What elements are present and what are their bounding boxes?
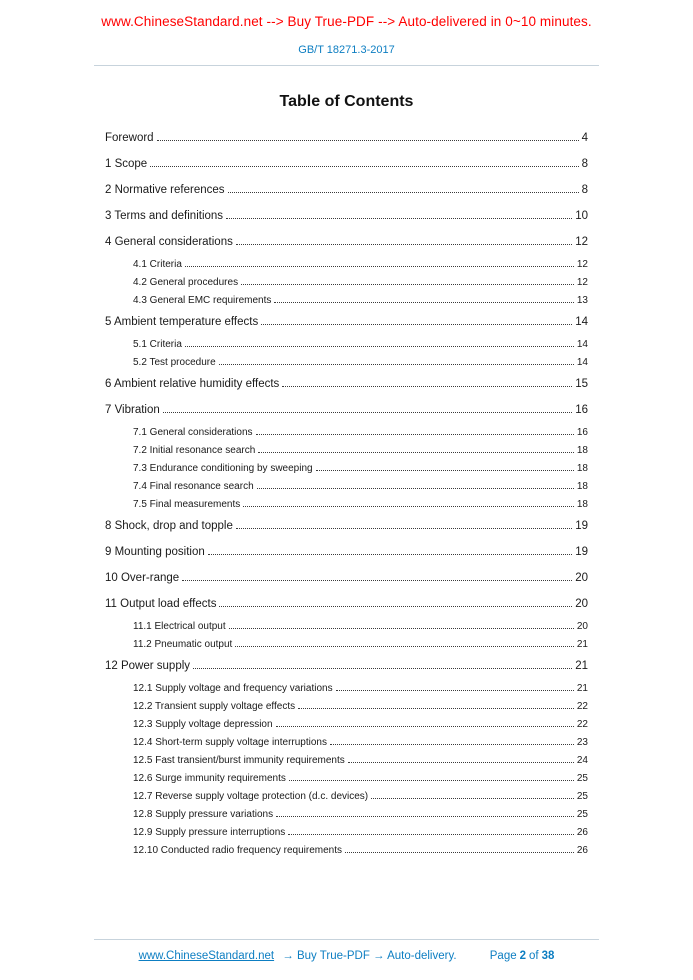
toc-entry-page: 8: [581, 158, 588, 170]
toc-entry-page: 18: [576, 444, 588, 456]
toc-entry-page: 18: [576, 462, 588, 474]
toc-entry-page: 10: [575, 210, 588, 222]
toc-entry-page: 20: [576, 620, 588, 632]
toc-entry: [133, 715, 588, 733]
toc-entry: [105, 565, 588, 591]
dotted-leader: [185, 266, 574, 267]
toc-entry-page: 26: [576, 826, 588, 838]
toc-entry-label: 4.3 General EMC requirements: [133, 294, 272, 306]
toc-entry-label: 12.6 Surge immunity requirements: [133, 772, 286, 784]
dotted-leader: [236, 528, 572, 529]
dotted-leader: [345, 852, 574, 853]
toc-entry-label: 7.2 Initial resonance search: [133, 444, 256, 456]
dotted-leader: [258, 452, 574, 453]
footer-site-link[interactable]: www.ChineseStandard.net: [138, 950, 275, 962]
dotted-leader: [276, 816, 574, 817]
toc-entry-label: 7.3 Endurance conditioning by sweeping: [133, 462, 313, 474]
dotted-leader: [226, 218, 572, 219]
toc-entry-page: 22: [576, 700, 588, 712]
footer-divider: [94, 939, 599, 940]
toc-entry-label: 12.5 Fast transient/burst immunity requirements: [133, 754, 345, 766]
toc-entry-page: 12: [575, 236, 588, 248]
toc-entry: [133, 697, 588, 715]
toc-entry-page: 13: [576, 294, 588, 306]
toc-entry: [105, 539, 588, 565]
toc-entry-label: Foreword: [105, 132, 154, 144]
toc-entry: [105, 177, 588, 203]
toc-entry-label: 11 Output load effects: [105, 598, 217, 610]
toc-entry-label: 12.2 Transient supply voltage effects: [133, 700, 296, 712]
toc-entry-label: 12.4 Short-term supply voltage interruptions: [133, 736, 327, 748]
toc-entry: [105, 397, 588, 423]
dotted-leader: [163, 412, 572, 413]
toc-entry-page: 22: [576, 718, 588, 730]
toc-entry: [105, 151, 588, 177]
toc-entry-label: 12.1 Supply voltage and frequency variations: [133, 682, 333, 694]
dotted-leader: [276, 726, 574, 727]
page-footer: [0, 930, 693, 980]
toc-entry-label: 12.3 Supply voltage depression: [133, 718, 273, 730]
current-page-number: 2: [519, 950, 527, 962]
toc-entry-label: 10 Over-range: [105, 572, 180, 584]
toc-entry: [133, 751, 588, 769]
toc-entry-page: 19: [575, 546, 588, 558]
toc-entry: [105, 371, 588, 397]
toc-entry-label: 4.1 Criteria: [133, 258, 182, 270]
dotted-leader: [289, 780, 574, 781]
dotted-leader: [235, 646, 574, 647]
toc-entry: [133, 841, 588, 859]
dotted-leader: [228, 192, 579, 193]
toc-entry: [133, 423, 588, 441]
toc-entry-page: 15: [575, 378, 588, 390]
toc-entry-page: 4: [581, 132, 588, 144]
toc-entry-page: 25: [576, 772, 588, 784]
dotted-leader: [150, 166, 578, 167]
toc-entry-label: 5 Ambient temperature effects: [105, 316, 259, 328]
toc-entry: [133, 787, 588, 805]
toc-entry-label: 12.7 Reverse supply voltage protection (d.c. devices): [133, 790, 369, 802]
toc-entry: [105, 653, 588, 679]
toc-entry-page: 16: [575, 404, 588, 416]
toc-entry-page: 14: [576, 338, 588, 350]
toc-entry-page: 8: [581, 184, 588, 196]
toc-entry-label: 6 Ambient relative humidity effects: [105, 378, 280, 390]
toc-entry: [133, 477, 588, 495]
toc-entry: [133, 769, 588, 787]
toc-entry: [133, 441, 588, 459]
standard-number: GB/T 18271.3-2017: [298, 44, 395, 56]
dotted-leader: [157, 140, 579, 141]
dotted-leader: [261, 324, 572, 325]
toc-entry-page: 26: [576, 844, 588, 856]
toc-entry-page: 21: [575, 660, 588, 672]
dotted-leader: [219, 606, 572, 607]
total-page-number: 38: [541, 950, 555, 962]
dotted-leader: [288, 834, 574, 835]
dotted-leader: [316, 470, 574, 471]
toc-entry: [133, 353, 588, 371]
toc-entry-label: 7.1 General considerations: [133, 426, 253, 438]
page-title: Table of Contents: [279, 93, 414, 110]
toc-entry-label: 4 General considerations: [105, 236, 233, 248]
toc-entry: [133, 495, 588, 513]
page-indicator: [490, 950, 555, 962]
toc-entry-page: 25: [576, 808, 588, 820]
toc-entry: [105, 309, 588, 335]
header-notice: www.ChineseStandard.net --> Buy True-PDF --> Auto-delivered in 0~10 minutes.: [101, 14, 592, 29]
dotted-leader: [336, 690, 574, 691]
toc-entry-label: 5.2 Test procedure: [133, 356, 216, 368]
dotted-leader: [256, 434, 574, 435]
dotted-leader: [257, 488, 574, 489]
toc-entry-label: 7.4 Final resonance search: [133, 480, 254, 492]
dotted-leader: [274, 302, 573, 303]
toc-entry: [133, 823, 588, 841]
toc-entry-page: 18: [576, 480, 588, 492]
toc-entry-label: 3 Terms and definitions: [105, 210, 224, 222]
toc-entry-label: 12.9 Supply pressure interruptions: [133, 826, 286, 838]
toc-entry-label: 5.1 Criteria: [133, 338, 182, 350]
toc-entry: [133, 273, 588, 291]
toc-entry-label: 7 Vibration: [105, 404, 160, 416]
toc-entry: [105, 513, 588, 539]
toc-entry-page: 12: [576, 276, 588, 288]
toc-entry-label: 12 Power supply: [105, 660, 191, 672]
toc-entry: [133, 459, 588, 477]
toc-entry-page: 20: [575, 572, 588, 584]
toc-entry-page: 12: [576, 258, 588, 270]
toc-entry-label: 1 Scope: [105, 158, 148, 170]
toc-entry-page: 19: [575, 520, 588, 532]
toc-entry: [133, 733, 588, 751]
toc-entry: [105, 591, 588, 617]
dotted-leader: [348, 762, 574, 763]
toc-entry: [133, 635, 588, 653]
dotted-leader: [241, 284, 574, 285]
page-word: Page: [489, 950, 517, 962]
footer-line: [0, 950, 693, 962]
footer-tagline: → Buy True-PDF → Auto-delivery.: [282, 950, 457, 962]
of-word: of: [529, 950, 539, 962]
toc-entry-label: 12.10 Conducted radio frequency requirements: [133, 844, 343, 856]
dotted-leader: [236, 244, 572, 245]
dotted-leader: [229, 628, 574, 629]
toc-entry: [133, 679, 588, 697]
toc-entry-label: 9 Mounting position: [105, 546, 205, 558]
toc-entry: [133, 291, 588, 309]
toc-entry-page: 25: [576, 790, 588, 802]
toc-entry-page: 21: [576, 638, 588, 650]
toc-entry-page: 24: [576, 754, 588, 766]
toc-entry-page: 14: [576, 356, 588, 368]
toc-entry-label: 2 Normative references: [105, 184, 225, 196]
toc-entry-label: 11.2 Pneumatic output: [133, 638, 233, 650]
toc-entry: [133, 335, 588, 353]
toc-entry: [105, 229, 588, 255]
toc-entry-label: 11.1 Electrical output: [133, 620, 226, 632]
toc-entry-page: 18: [576, 498, 588, 510]
toc-entry-page: 14: [575, 316, 588, 328]
toc-entry: [105, 203, 588, 229]
toc-list: [0, 111, 693, 930]
dotted-leader: [193, 668, 572, 669]
toc-entry-page: 23: [576, 736, 588, 748]
toc-entry-page: 20: [575, 598, 588, 610]
dotted-leader: [208, 554, 572, 555]
dotted-leader: [185, 346, 574, 347]
toc-entry-label: 7.5 Final measurements: [133, 498, 241, 510]
header-divider: [94, 65, 599, 66]
dotted-leader: [330, 744, 574, 745]
page-header: [0, 0, 693, 66]
toc-entry: [133, 617, 588, 635]
toc-entry-label: 4.2 General procedures: [133, 276, 239, 288]
dotted-leader: [243, 506, 574, 507]
toc-entry-page: 21: [576, 682, 588, 694]
toc-entry: [105, 125, 588, 151]
toc-entry-label: 8 Shock, drop and topple: [105, 520, 233, 532]
dotted-leader: [371, 798, 574, 799]
dotted-leader: [298, 708, 574, 709]
dotted-leader: [282, 386, 572, 387]
dotted-leader: [219, 364, 574, 365]
dotted-leader: [182, 580, 572, 581]
toc-entry-label: 12.8 Supply pressure variations: [133, 808, 274, 820]
toc-entry-page: 16: [576, 426, 588, 438]
toc-entry: [133, 805, 588, 823]
toc-entry: [133, 255, 588, 273]
